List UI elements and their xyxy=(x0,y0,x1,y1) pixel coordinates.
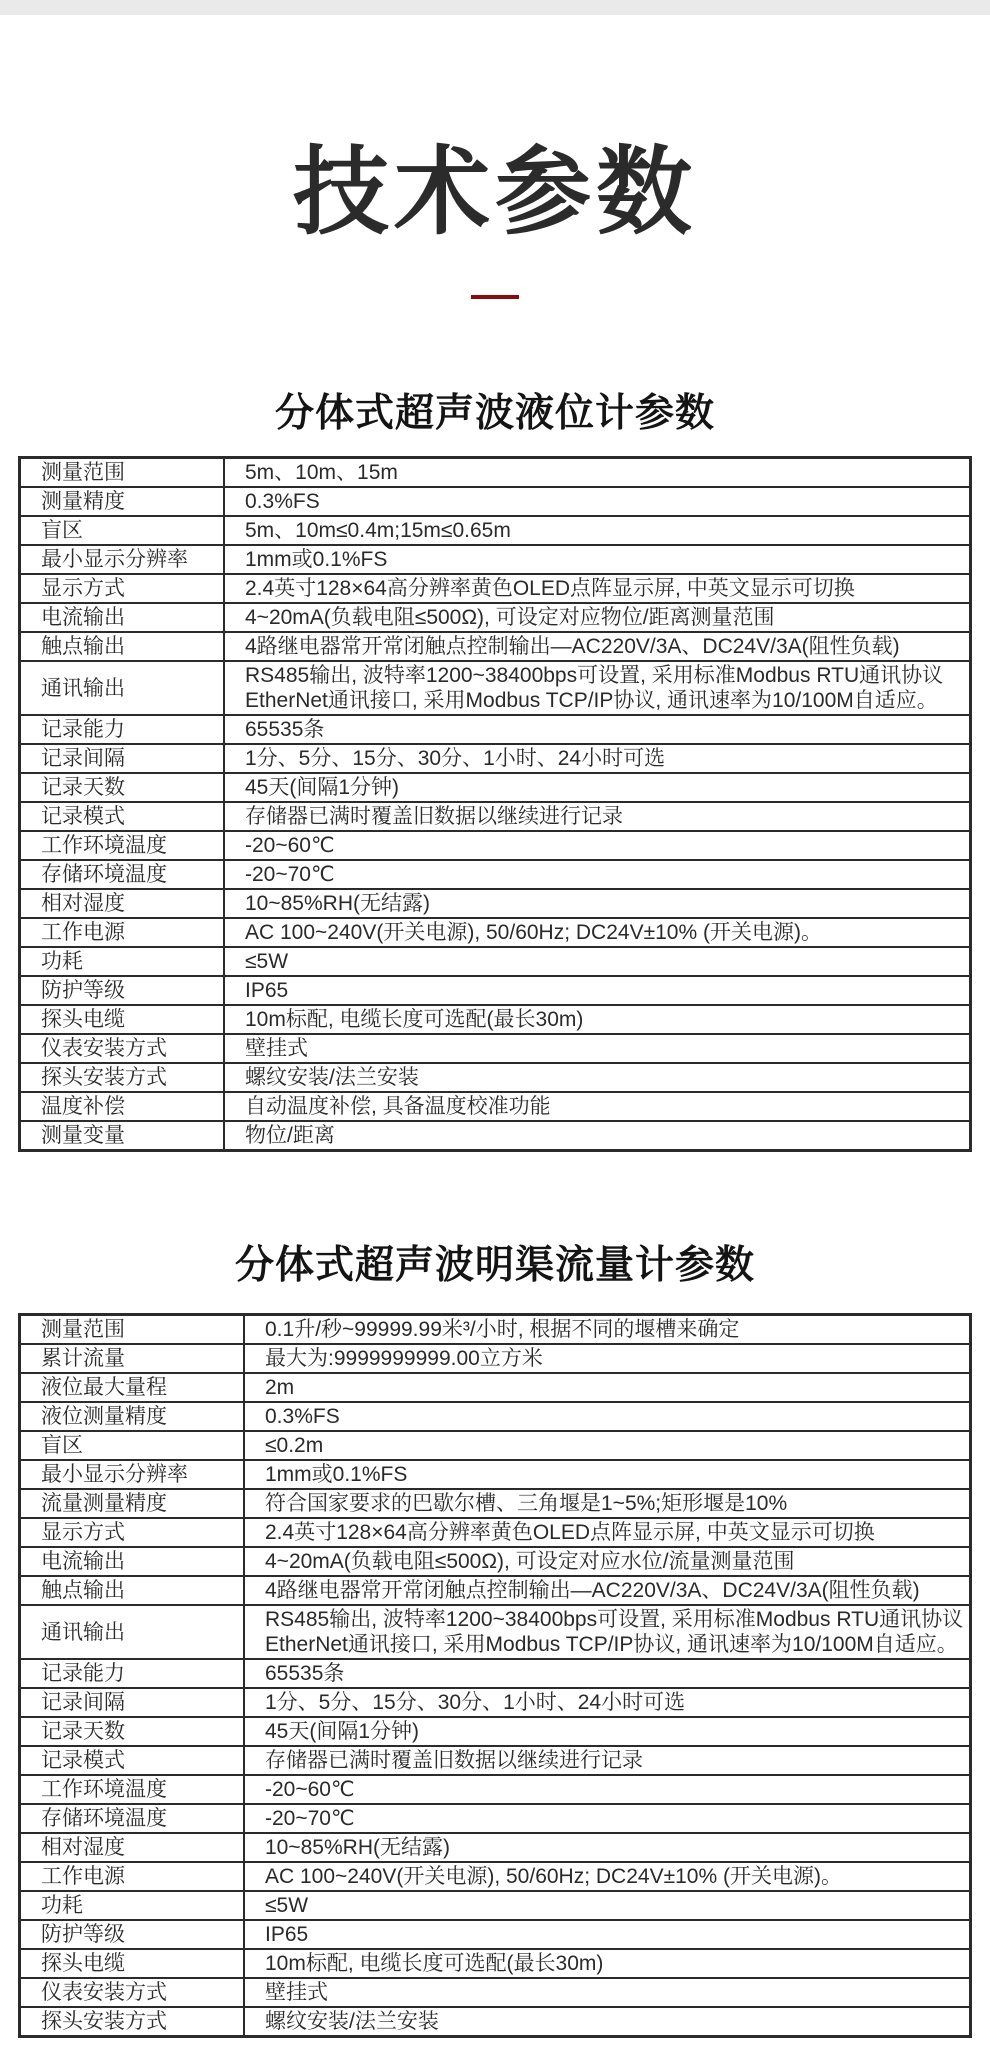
param-value-line: 1分、5分、15分、30分、1小时、24小时可选 xyxy=(245,747,666,770)
param-value-line: EtherNet通讯接口, 采用Modbus TCP/IP协议, 通讯速率为10/100M自适应。 xyxy=(265,1633,958,1656)
param-value-cell xyxy=(224,632,971,661)
param-label-cell: 记录间隔 xyxy=(20,1688,245,1717)
param-value-line: 4~20mA(负载电阻≤500Ω), 可设定对应物位/距离测量范围 xyxy=(245,606,775,629)
param-label-cell: 记录模式 xyxy=(20,802,225,831)
param-label-cell: 最小显示分辨率 xyxy=(20,545,225,574)
param-value-cell xyxy=(244,1576,971,1605)
param-label-cell: 工作电源 xyxy=(20,918,225,947)
param-value-cell xyxy=(244,1978,971,2007)
param-value-cell xyxy=(224,889,971,918)
param-label-cell: 记录间隔 xyxy=(20,744,225,773)
param-label-cell: 电流输出 xyxy=(20,1547,245,1576)
param-label-cell: 探头电缆 xyxy=(20,1949,245,1978)
param-value-cell xyxy=(224,1092,971,1121)
param-value-cell xyxy=(244,1518,971,1547)
table-row xyxy=(20,918,971,947)
table-row xyxy=(20,1891,971,1920)
param-value-line: ≤5W xyxy=(265,1894,309,1917)
param-label-cell: 仪表安装方式 xyxy=(20,1034,225,1063)
param-value-line: 4路继电器常开常闭触点控制输出—AC220V/3A、DC24V/3A(阻性负载) xyxy=(265,1579,920,1602)
param-value-line: 2m xyxy=(265,1376,295,1399)
param-value-cell xyxy=(224,860,971,889)
param-label-cell: 液位最大量程 xyxy=(20,1373,245,1402)
param-label-cell: 仪表安装方式 xyxy=(20,1978,245,2007)
table-row xyxy=(20,831,971,860)
param-value-cell xyxy=(244,1547,971,1576)
param-label-cell: 测量精度 xyxy=(20,487,225,516)
param-label-cell: 触点输出 xyxy=(20,1576,245,1605)
param-label-cell: 相对湿度 xyxy=(20,1833,245,1862)
param-value-line: 10~85%RH(无结露) xyxy=(265,1836,450,1859)
param-value-cell xyxy=(244,1775,971,1804)
param-label-cell: 液位测量精度 xyxy=(20,1402,245,1431)
param-value-line: 存储器已满时覆盖旧数据以继续进行记录 xyxy=(245,805,623,828)
table-row xyxy=(20,1518,971,1547)
table-row xyxy=(20,1804,971,1833)
param-value-line: IP65 xyxy=(265,1923,309,1946)
param-value-line: 最大为:9999999999.00立方米 xyxy=(265,1347,543,1370)
table-row xyxy=(20,1402,971,1431)
param-label-cell: 测量范围 xyxy=(20,458,225,488)
table-row xyxy=(20,1949,971,1978)
param-label-cell: 记录能力 xyxy=(20,715,225,744)
table-row xyxy=(20,1862,971,1891)
param-label-cell: 电流输出 xyxy=(20,603,225,632)
section-level-meter xyxy=(0,394,990,1152)
table-row xyxy=(20,1092,971,1121)
param-value-line: 符合国家要求的巴歇尔槽、三角堰是1~5%;矩形堰是10% xyxy=(265,1492,788,1515)
param-label-cell: 累计流量 xyxy=(20,1344,245,1373)
section-flow-meter xyxy=(0,1246,990,2038)
param-value-cell xyxy=(224,1005,971,1034)
param-value-line: 65535条 xyxy=(265,1662,345,1685)
table-row xyxy=(20,1978,971,2007)
param-value-line: AC 100~240V(开关电源), 50/60Hz; DC24V±10% (开关电源)。 xyxy=(265,1865,842,1888)
param-value-cell xyxy=(244,1659,971,1688)
param-value-line: 螺纹安装/法兰安装 xyxy=(245,1066,419,1089)
param-value-cell xyxy=(224,1121,971,1151)
table-row xyxy=(20,1688,971,1717)
param-value-cell xyxy=(224,976,971,1005)
param-value-line: 5m、10m、15m xyxy=(245,461,398,484)
table-row xyxy=(20,1344,971,1373)
param-value-cell xyxy=(224,574,971,603)
param-value-line: -20~60℃ xyxy=(265,1778,355,1801)
param-value-cell xyxy=(244,1949,971,1978)
table-row xyxy=(20,1431,971,1460)
page-title: 技术参数 xyxy=(293,139,697,246)
param-value-cell xyxy=(244,1717,971,1746)
param-value-cell xyxy=(244,1688,971,1717)
param-value-line: 壁挂式 xyxy=(265,1981,328,2004)
param-value-cell xyxy=(224,661,971,715)
param-label-cell: 流量测量精度 xyxy=(20,1489,245,1518)
flow-meter-section-heading: 分体式超声波明渠流量计参数 xyxy=(234,1244,755,1287)
param-value-line: 4路继电器常开常闭触点控制输出—AC220V/3A、DC24V/3A(阻性负载) xyxy=(245,635,900,658)
param-label-cell: 记录能力 xyxy=(20,1659,245,1688)
param-value-line: 65535条 xyxy=(245,718,325,741)
param-value-cell xyxy=(244,1746,971,1775)
param-label-cell: 记录天数 xyxy=(20,1717,245,1746)
param-label-cell: 工作环境温度 xyxy=(20,1775,245,1804)
param-label-cell: 功耗 xyxy=(20,1891,245,1920)
param-value-line: 4~20mA(负载电阻≤500Ω), 可设定对应水位/流量测量范围 xyxy=(265,1550,795,1573)
table-row xyxy=(20,1659,971,1688)
table-row xyxy=(20,1005,971,1034)
param-value-cell xyxy=(244,1460,971,1489)
table-row xyxy=(20,661,971,715)
param-value-cell xyxy=(244,2007,971,2037)
param-value-cell xyxy=(244,1804,971,1833)
param-label-cell: 探头安装方式 xyxy=(20,2007,245,2037)
param-value-line: 自动温度补偿, 具备温度校准功能 xyxy=(245,1095,551,1118)
param-label-cell: 记录模式 xyxy=(20,1746,245,1775)
param-value-cell xyxy=(244,1489,971,1518)
param-value-line: 壁挂式 xyxy=(245,1037,308,1060)
table-row xyxy=(20,947,971,976)
level-meter-spec-table xyxy=(18,456,972,1152)
param-label-cell: 相对湿度 xyxy=(20,889,225,918)
table-row xyxy=(20,715,971,744)
table-row xyxy=(20,1121,971,1151)
param-label-cell: 触点输出 xyxy=(20,632,225,661)
param-value-cell xyxy=(244,1920,971,1949)
param-label-cell: 盲区 xyxy=(20,516,225,545)
table-row xyxy=(20,1460,971,1489)
param-label-cell: 防护等级 xyxy=(20,976,225,1005)
param-value-line: IP65 xyxy=(245,979,289,1002)
level-meter-section-heading: 分体式超声波液位计参数 xyxy=(274,392,715,435)
param-value-cell xyxy=(244,1373,971,1402)
table-row xyxy=(20,1547,971,1576)
param-value-cell xyxy=(244,1431,971,1460)
param-label-cell: 温度补偿 xyxy=(20,1092,225,1121)
param-value-cell xyxy=(224,1034,971,1063)
param-value-line: 1分、5分、15分、30分、1小时、24小时可选 xyxy=(265,1691,686,1714)
param-label-cell: 存储环境温度 xyxy=(20,1804,245,1833)
table-row xyxy=(20,1489,971,1518)
top-gray-strip xyxy=(0,0,990,15)
param-value-cell xyxy=(224,715,971,744)
param-value-line: EtherNet通讯接口, 采用Modbus TCP/IP协议, 通讯速率为10/100M自适应。 xyxy=(245,689,938,712)
param-value-line: 0.3%FS xyxy=(265,1405,340,1428)
table-row xyxy=(20,487,971,516)
table-row xyxy=(20,1063,971,1092)
param-value-cell xyxy=(224,802,971,831)
param-value-line: 0.3%FS xyxy=(245,490,320,513)
param-value-cell xyxy=(224,744,971,773)
param-value-cell xyxy=(244,1344,971,1373)
param-label-cell: 通讯输出 xyxy=(20,661,225,715)
param-value-cell xyxy=(224,831,971,860)
param-label-cell: 探头安装方式 xyxy=(20,1063,225,1092)
param-value-cell xyxy=(224,487,971,516)
param-label-cell: 最小显示分辨率 xyxy=(20,1460,245,1489)
param-value-cell xyxy=(244,1402,971,1431)
param-value-cell xyxy=(224,545,971,574)
param-value-cell xyxy=(224,1063,971,1092)
param-value-cell xyxy=(224,516,971,545)
param-label-cell: 测量变量 xyxy=(20,1121,225,1151)
table-row xyxy=(20,773,971,802)
param-value-line: -20~70℃ xyxy=(265,1807,355,1830)
param-label-cell: 功耗 xyxy=(20,947,225,976)
param-value-line: 螺纹安装/法兰安装 xyxy=(265,2010,439,2033)
param-label-cell: 工作环境温度 xyxy=(20,831,225,860)
table-row xyxy=(20,976,971,1005)
param-value-line: 45天(间隔1分钟) xyxy=(265,1720,420,1743)
title-divider-dash xyxy=(471,295,519,299)
param-value-cell xyxy=(224,458,971,488)
param-value-line: 0.1升/秒~99999.99米³/小时, 根据不同的堰槽来确定 xyxy=(265,1318,740,1341)
table-row xyxy=(20,1746,971,1775)
param-value-line: ≤0.2m xyxy=(265,1434,324,1457)
table-row xyxy=(20,1605,971,1659)
table-row xyxy=(20,1920,971,1949)
table-row xyxy=(20,802,971,831)
table-row xyxy=(20,1315,971,1345)
param-value-line: AC 100~240V(开关电源), 50/60Hz; DC24V±10% (开关电源)。 xyxy=(245,921,822,944)
param-value-line: -20~70℃ xyxy=(245,863,335,886)
param-value-cell xyxy=(244,1605,971,1659)
table-row xyxy=(20,1717,971,1746)
param-label-cell: 记录天数 xyxy=(20,773,225,802)
param-value-line: ≤5W xyxy=(245,950,289,973)
table-row xyxy=(20,516,971,545)
param-value-line: 存储器已满时覆盖旧数据以继续进行记录 xyxy=(265,1749,643,1772)
param-label-cell: 显示方式 xyxy=(20,574,225,603)
param-value-line: 1mm或0.1%FS xyxy=(265,1463,408,1486)
param-label-cell: 测量范围 xyxy=(20,1315,245,1345)
param-value-cell xyxy=(244,1315,971,1345)
param-value-line: 5m、10m≤0.4m;15m≤0.65m xyxy=(245,519,511,542)
table-row xyxy=(20,889,971,918)
param-value-cell xyxy=(244,1833,971,1862)
table-row xyxy=(20,603,971,632)
param-label-cell: 存储环境温度 xyxy=(20,860,225,889)
param-value-line: 10m标配, 电缆长度可选配(最长30m) xyxy=(265,1952,604,1975)
param-value-cell xyxy=(244,1862,971,1891)
param-label-cell: 防护等级 xyxy=(20,1920,245,1949)
table-row xyxy=(20,1833,971,1862)
param-value-line: 2.4英寸128×64高分辨率黄色OLED点阵显示屏, 中英文显示可切换 xyxy=(265,1521,875,1544)
param-label-cell: 显示方式 xyxy=(20,1518,245,1547)
table-row xyxy=(20,1775,971,1804)
table-row xyxy=(20,744,971,773)
param-value-line: 2.4英寸128×64高分辨率黄色OLED点阵显示屏, 中英文显示可切换 xyxy=(245,577,855,600)
table-row xyxy=(20,545,971,574)
param-value-cell xyxy=(224,773,971,802)
table-row xyxy=(20,1373,971,1402)
param-label-cell: 工作电源 xyxy=(20,1862,245,1891)
table-row xyxy=(20,1034,971,1063)
table-row xyxy=(20,860,971,889)
param-value-cell xyxy=(224,947,971,976)
param-value-line: 1mm或0.1%FS xyxy=(245,548,388,571)
param-value-cell xyxy=(244,1891,971,1920)
table-row xyxy=(20,1576,971,1605)
param-value-line: 10m标配, 电缆长度可选配(最长30m) xyxy=(245,1008,584,1031)
table-row xyxy=(20,632,971,661)
flow-meter-spec-table xyxy=(18,1313,972,2038)
param-value-line: RS485输出, 波特率1200~38400bps可设置, 采用标准Modbus RTU通讯协议 xyxy=(265,1608,964,1631)
table-row xyxy=(20,574,971,603)
table-row xyxy=(20,458,971,488)
param-value-line: -20~60℃ xyxy=(245,834,335,857)
param-label-cell: 探头电缆 xyxy=(20,1005,225,1034)
param-value-line: 物位/距离 xyxy=(245,1124,335,1147)
table-row xyxy=(20,2007,971,2037)
param-value-cell xyxy=(224,918,971,947)
param-value-line: 10~85%RH(无结露) xyxy=(245,892,430,915)
param-value-line: RS485输出, 波特率1200~38400bps可设置, 采用标准Modbus RTU通讯协议 xyxy=(245,664,944,687)
param-label-cell: 通讯输出 xyxy=(20,1605,245,1659)
param-value-line: 45天(间隔1分钟) xyxy=(245,776,400,799)
param-label-cell: 盲区 xyxy=(20,1431,245,1460)
param-value-cell xyxy=(224,603,971,632)
